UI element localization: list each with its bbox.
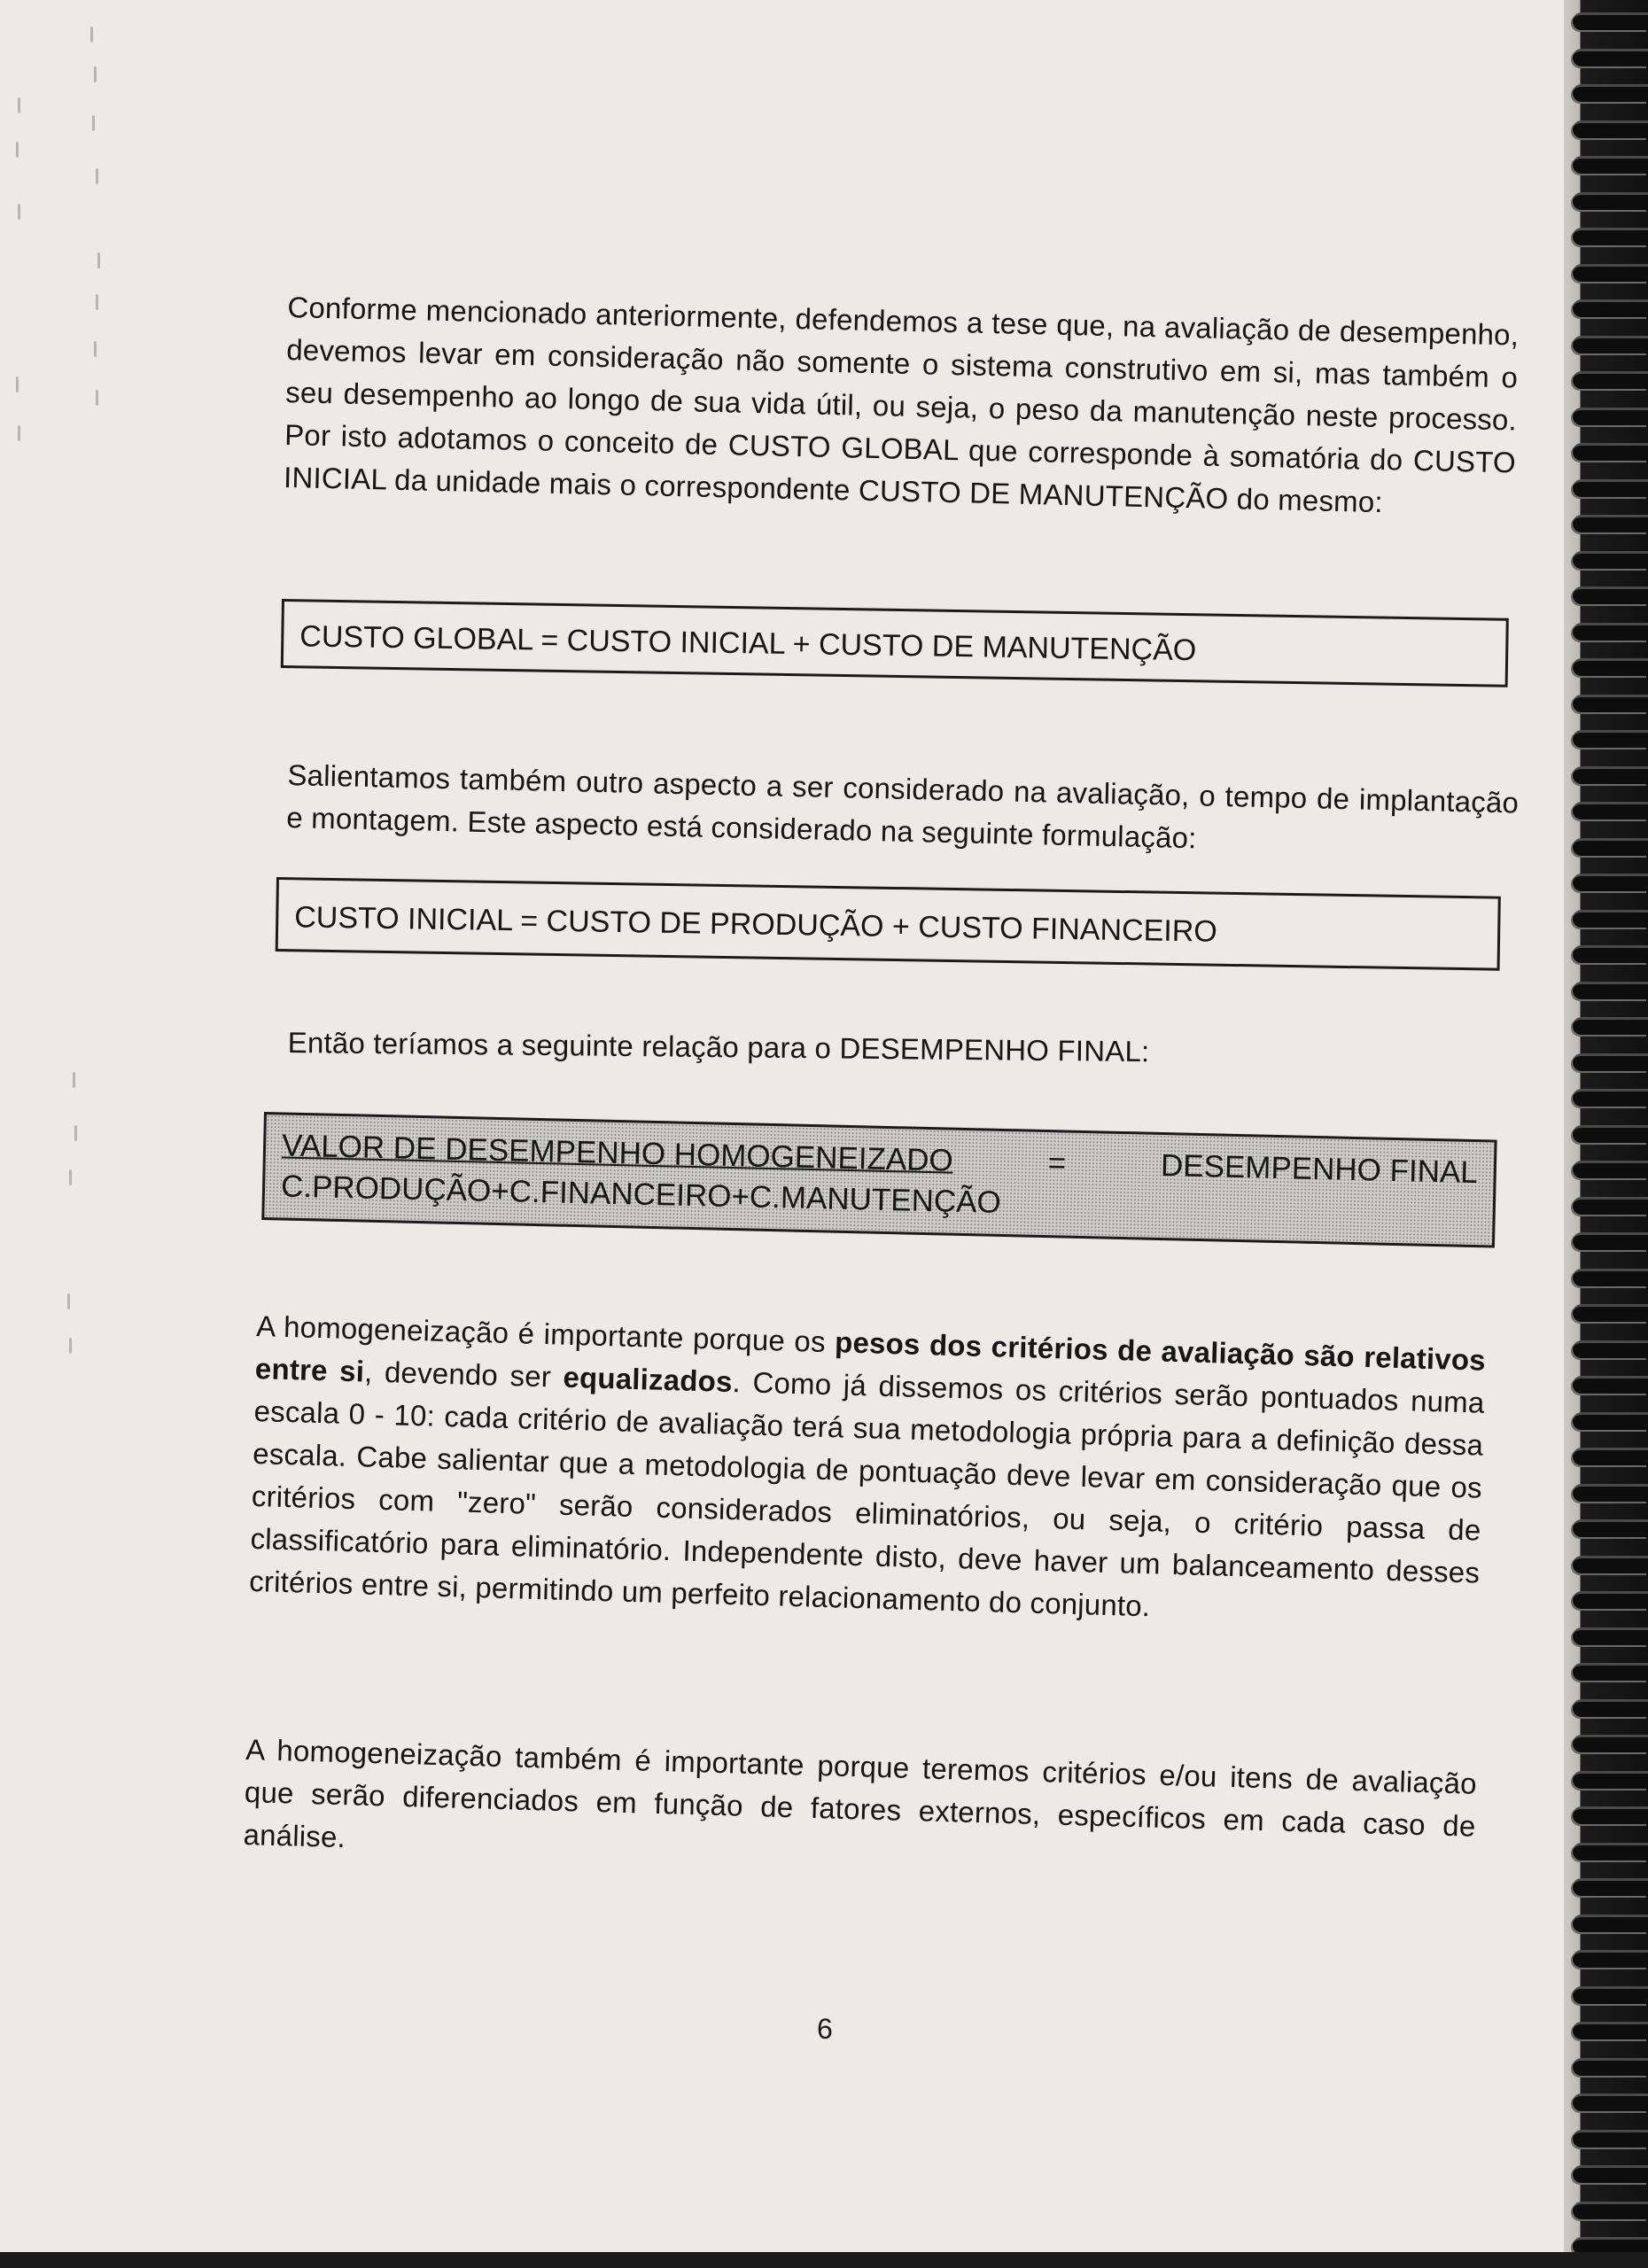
paragraph-custo-global: Conforme mencionado anteriormente, defendemos a tese que, na avaliação de desempenho, devemos levar em consideração não somente o sistema construtivo em si, mas também o seu desempenho ao longo de sua vida útil, ou seja, o peso da manutenção neste processo. Por isto adotamos o conceito de CUSTO GLOBAL que corresponde à somatória do CUSTO INICIAL da unidade mais o correspondente CUSTO DE MANUTENÇÃO do mesmo: <box>283 290 1520 519</box>
binding-coil <box>1573 299 1648 317</box>
page-number: 6 <box>817 2013 833 2045</box>
paragraph-homogeneizacao-bold-1: pesos dos critérios de avaliação são relativos entre si <box>254 1325 1487 1388</box>
paragraph-homogeneizacao-bold-2: equalizados <box>563 1360 734 1399</box>
binding-coil <box>1573 2022 1648 2039</box>
binding-coil <box>1573 515 1648 532</box>
binding-coil <box>1573 336 1648 353</box>
paragraph-homogeneizacao-text-3: . Como já dissemos os critérios serão pontuados numa escala 0 - 10: cada critério de avaliação terá sua metodologia própria para a definição dessa escala. Cabe salientar que a metodologia de pontuação deve levar em consideração que os critérios com "zero" serão considerados eliminatórios, ou seja, o critério passa de classificatório para eliminatório. Independente disto, deve haver um balanceamento desses critérios entre si, permitindo um perfeito relacionamento do conjunto. <box>248 1365 1485 1623</box>
binding-coil <box>1573 1627 1648 1645</box>
binding-coil <box>1573 479 1648 497</box>
binding-coil <box>1573 371 1648 389</box>
binding-coil <box>1573 2130 1648 2148</box>
binding-coil <box>1573 1735 1648 1752</box>
binding-coil <box>1573 156 1648 174</box>
binding-coil <box>1573 228 1648 245</box>
margin-marks <box>11 18 99 1400</box>
binding-coil <box>1573 623 1648 641</box>
binding-coil <box>1573 408 1648 425</box>
binding-coil <box>1573 1663 1648 1681</box>
formula-denominator: C.PRODUÇÃO+C.FINANCEIRO+C.MANUTENÇÃO <box>280 1169 1002 1220</box>
binding-coil <box>1573 443 1648 461</box>
binding-coil <box>1573 1986 1648 2004</box>
binding-coil <box>1573 1519 1648 1537</box>
binding-coil <box>1573 1269 1648 1286</box>
binding-coil <box>1573 838 1648 856</box>
binding-coil <box>1573 1125 1648 1143</box>
binding-coil <box>1573 1484 1648 1502</box>
binding-coil <box>1573 695 1648 712</box>
binding-coil <box>1573 2058 1648 2076</box>
binding-coil <box>1573 1843 1648 1860</box>
paragraph-desempenho-final-intro: Então teríamos a seguinte relação para o DESEMPENHO FINAL: <box>287 1025 1150 1068</box>
binding-coil <box>1573 1376 1648 1394</box>
binding-coil <box>1573 1340 1648 1358</box>
binding-coil <box>1573 910 1648 928</box>
binding-coil <box>1573 1232 1648 1250</box>
paragraph-homogeneizacao-fatores: A homogeneização também é importante porque teremos critérios e/ou itens de avaliação que serão diferenciados em função de fatores externos, específicos em cada caso de análise. <box>243 1732 1478 1854</box>
binding-coil <box>1573 802 1648 819</box>
binding-coil <box>1573 658 1648 676</box>
binding-coil <box>1573 1448 1648 1465</box>
binding-coil <box>1573 945 1648 963</box>
formula-custo-global-text: CUSTO GLOBAL = CUSTO INICIAL + CUSTO DE MANUTENÇÃO <box>299 619 1197 668</box>
formula-custo-global <box>281 599 1509 687</box>
binding-coil <box>1573 586 1648 604</box>
binding-coil <box>1573 1591 1648 1609</box>
binding-coil <box>1573 1950 1648 1968</box>
binding-coil <box>1573 12 1648 30</box>
binding-coil <box>1573 2202 1648 2219</box>
formula-custo-inicial-text: CUSTO INICIAL = CUSTO DE PRODUÇÃO + CUSTO FINANCEIRO <box>293 900 1218 949</box>
binding-coil <box>1573 551 1648 569</box>
binding-coil <box>1573 1161 1648 1178</box>
binding-coil <box>1573 120 1648 138</box>
formula-desempenho-final <box>261 1112 1496 1248</box>
paragraph-tempo-implantacao: Salientamos também outro aspecto a ser considerado na avaliação, o tempo de implantação e montagem. Este aspecto está considerado na seguinte formulação: <box>285 757 1520 855</box>
formula-result: DESEMPENHO FINAL <box>1160 1147 1479 1191</box>
binding-coil <box>1573 1197 1648 1215</box>
binding-coil <box>1573 49 1648 66</box>
binding-coil <box>1573 84 1648 102</box>
formula-equals-sign: = <box>1047 1146 1067 1181</box>
paragraph-homogeneizacao-pesos <box>249 1305 1487 1637</box>
formula-numerator: VALOR DE DESEMPENHO HOMOGENEIZADO <box>281 1128 954 1178</box>
binding-coil <box>1573 192 1648 210</box>
binding-coil <box>1573 1699 1648 1717</box>
binding-coil <box>1573 2093 1648 2111</box>
binding-coil <box>1573 766 1648 784</box>
binding-coil <box>1573 2165 1648 2183</box>
binding-coil <box>1573 264 1648 282</box>
binding-coil <box>1573 1017 1648 1035</box>
paragraph-homogeneizacao-text-2: , devendo ser <box>363 1355 564 1394</box>
spiral-binding <box>1564 0 1648 2268</box>
paragraph-homogeneizacao-text-1: A homogeneização é importante porque os <box>255 1309 836 1359</box>
binding-coil <box>1573 1556 1648 1573</box>
binding-coil <box>1573 730 1648 748</box>
formula-custo-inicial <box>276 877 1501 971</box>
binding-coil <box>1573 1771 1648 1789</box>
binding-coil <box>1573 1304 1648 1322</box>
binding-coil <box>1573 982 1648 999</box>
binding-coil <box>1573 874 1648 891</box>
binding-coil <box>1573 1915 1648 1932</box>
binding-coil <box>1573 1089 1648 1107</box>
binding-coil <box>1573 1806 1648 1824</box>
binding-coil <box>1573 1053 1648 1071</box>
binding-coil <box>1573 1878 1648 1896</box>
page-bottom-edge <box>0 2252 1648 2268</box>
binding-coil <box>1573 1412 1648 1430</box>
